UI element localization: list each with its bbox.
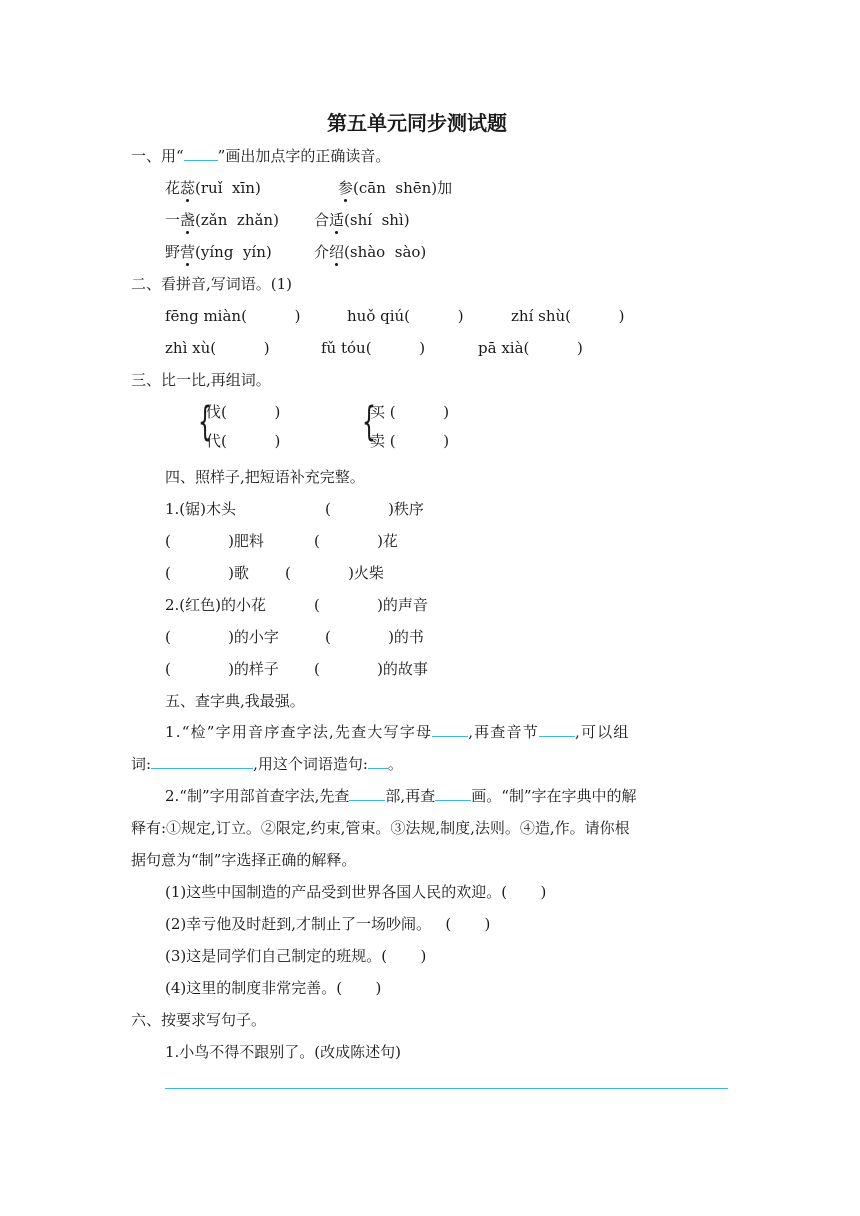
phrase-blank[interactable]: ( )的小字 [165, 628, 279, 646]
sentence-item[interactable]: (4)这里的制度非常完善。( ) [165, 979, 382, 997]
rewrite-question: 1.小鸟不得不跟别了。(改成陈述句) [165, 1043, 402, 1061]
pinyin-blank[interactable]: fǔ tóu( ) [321, 339, 426, 357]
sentence-item[interactable]: (2)幸亏他及时赶到,才制止了一场吵闹。 ( ) [165, 915, 491, 933]
dictionary-q2-line3: 据句意为“制”字选择正确的解释。 [131, 851, 357, 869]
answer-line[interactable] [165, 1088, 728, 1089]
section-2-heading: 二、看拼音,写词语。(1) [131, 275, 293, 293]
pinyin-item: 一盏(zǎn zhǎn) [165, 211, 279, 229]
phrase-item: 1.(锯)木头 [165, 500, 237, 518]
pinyin-blank[interactable]: fēng miàn( ) [165, 307, 301, 325]
answer-blank[interactable] [435, 799, 471, 801]
left-brace: { [198, 399, 212, 445]
answer-blank[interactable] [432, 735, 468, 737]
sentence-item[interactable]: (1)这些中国制造的产品受到世界各国人民的欢迎。( ) [165, 883, 547, 901]
pinyin-item: 野营(yíng yín) [165, 243, 272, 261]
phrase-blank[interactable]: ( )的书 [325, 628, 424, 646]
page-title: 第五单元同步测试题 [327, 111, 507, 135]
section-3-heading: 三、比一比,再组词。 [131, 371, 271, 389]
phrase-blank[interactable]: ( )的故事 [314, 660, 428, 678]
answer-blank[interactable] [151, 767, 253, 769]
sentence-item[interactable]: (3)这是同学们自己制定的班规。( ) [165, 947, 427, 965]
dictionary-q1-line1: 1.“检”字用音序查字法,先查大写字母 ,再查音节 ,可以组 [165, 723, 630, 741]
pinyin-item: 介绍(shào sào) [314, 243, 427, 261]
compare-word[interactable]: 卖 ( ) [370, 432, 450, 450]
compare-word[interactable]: 伐( ) [206, 403, 281, 421]
left-brace: { [362, 399, 376, 445]
dictionary-q2-line2: 释有:①规定,订立。②限定,约束,管束。③法规,制度,法则。④造,作。请你根 [131, 819, 630, 837]
section-5-heading: 五、查字典,我最强。 [165, 692, 305, 710]
phrase-blank[interactable]: ( )花 [314, 532, 398, 550]
dictionary-q2-line1: 2.“制”字用部首查字法,先查 部,再查 画。“制”字在字典中的解 [165, 787, 637, 805]
compare-word[interactable]: 代( ) [206, 432, 281, 450]
answer-blank[interactable] [349, 799, 385, 801]
answer-blank[interactable] [368, 767, 388, 769]
pinyin-item: 花蕊(ruǐ xīn) [165, 179, 261, 197]
phrase-blank[interactable]: ( )歌 [165, 564, 249, 582]
section-1-heading: 一、用“ ”画出加点字的正确读音。 [131, 147, 391, 165]
pinyin-item: 合适(shí shì) [314, 211, 410, 229]
pinyin-blank[interactable]: zhí shù( ) [511, 307, 625, 325]
pinyin-item: 参(cān shēn)加 [338, 179, 453, 197]
section-6-heading: 六、按要求写句子。 [131, 1011, 267, 1029]
answer-blank[interactable] [539, 735, 575, 737]
phrase-blank[interactable]: ( )的声音 [314, 596, 428, 614]
phrase-blank[interactable]: ( )的样子 [165, 660, 279, 678]
phrase-blank[interactable]: ( )火柴 [285, 564, 384, 582]
phrase-item: 2.(红色)的小花 [165, 596, 267, 614]
pinyin-blank[interactable]: huǒ qiú( ) [347, 307, 464, 325]
compare-word[interactable]: 买 ( ) [370, 403, 450, 421]
example-underline [184, 159, 218, 161]
section-4-heading: 四、照样子,把短语补充完整。 [165, 468, 365, 486]
phrase-blank[interactable]: ( )秩序 [325, 500, 424, 518]
dictionary-q1-line2: 词: ,用这个词语造句: 。 [131, 755, 403, 773]
phrase-blank[interactable]: ( )肥料 [165, 532, 264, 550]
pinyin-blank[interactable]: pā xià( ) [478, 339, 583, 357]
pinyin-blank[interactable]: zhì xù( ) [165, 339, 270, 357]
